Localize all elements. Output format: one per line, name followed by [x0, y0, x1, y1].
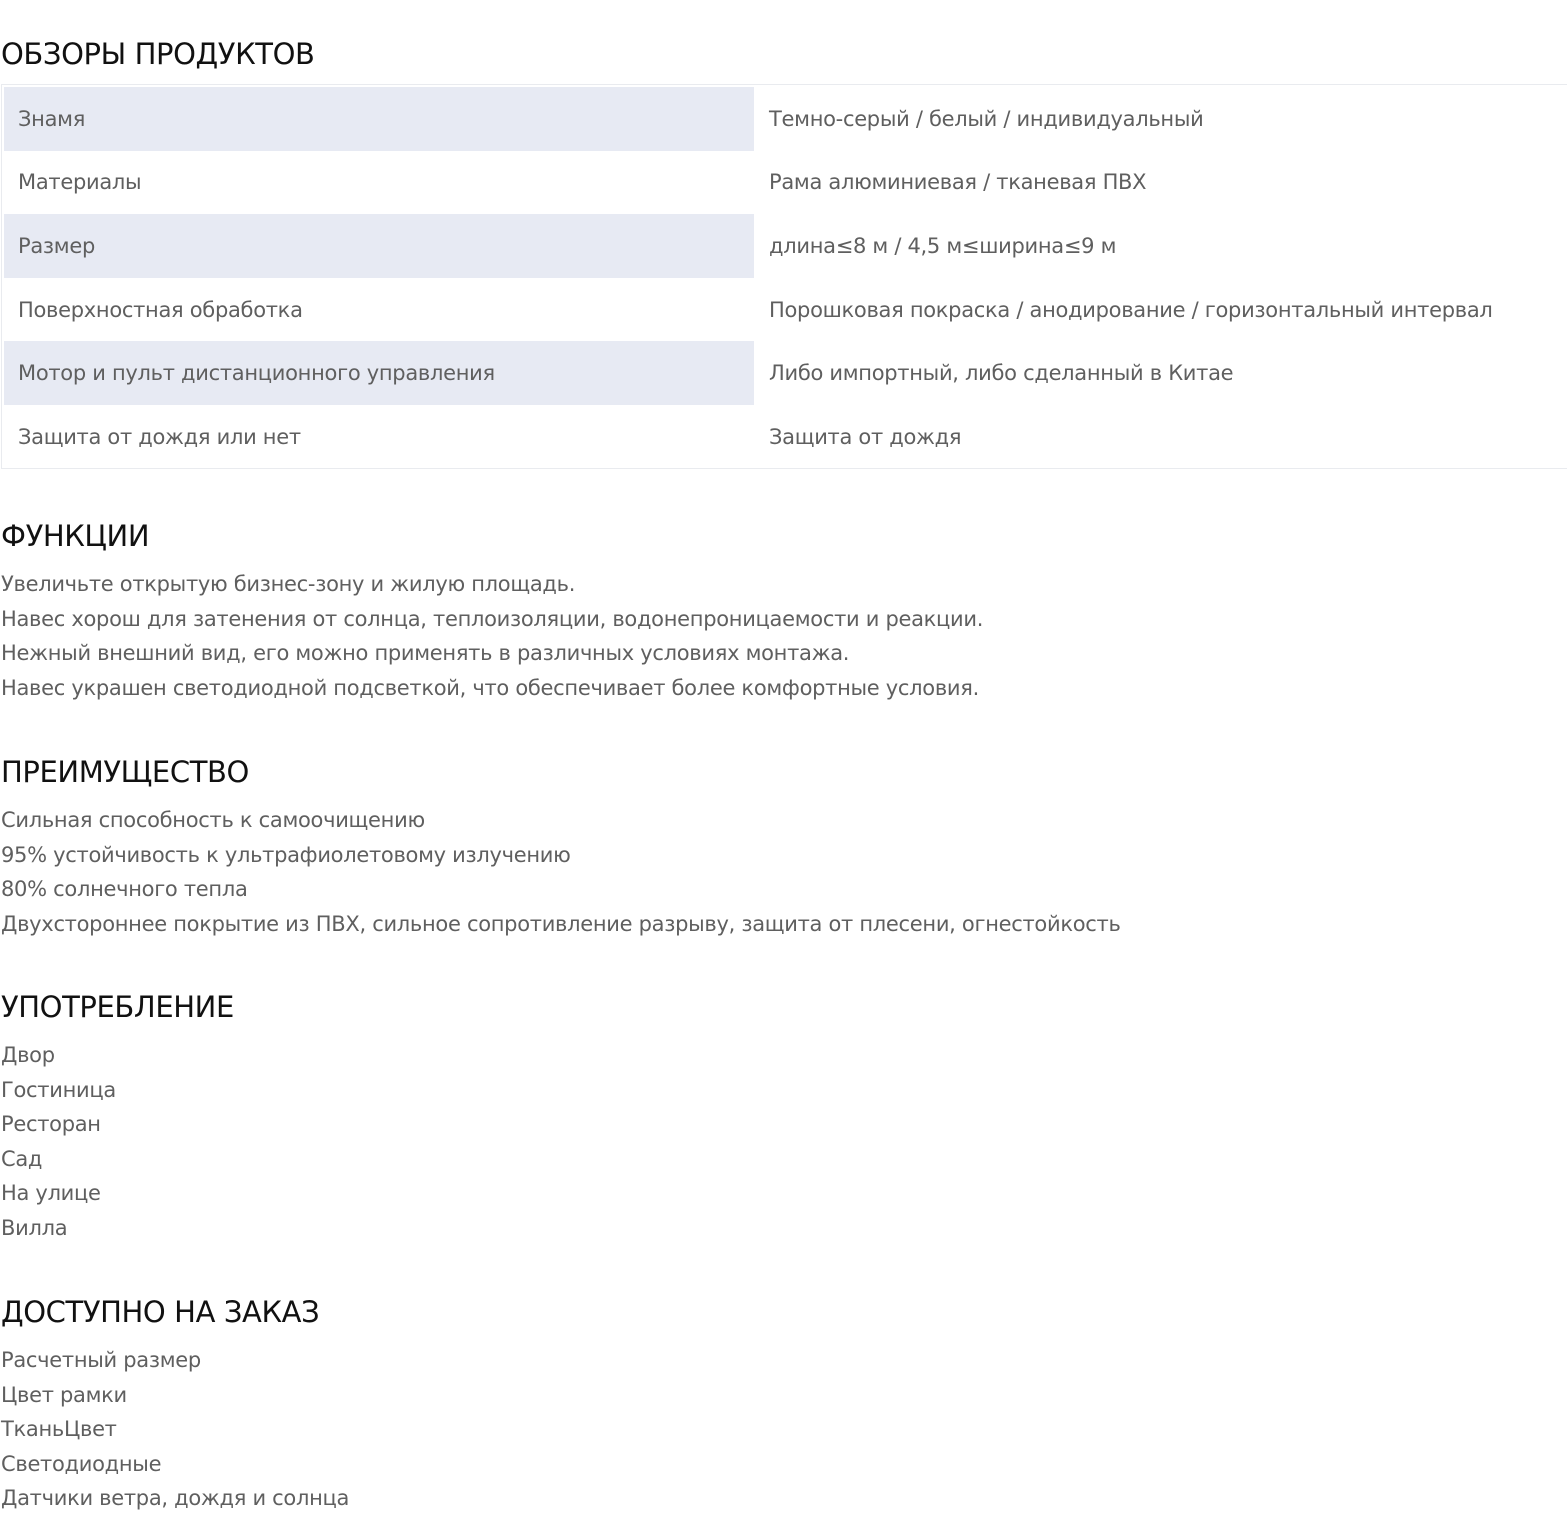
- usage-list: [1, 1038, 116, 1246]
- spec-key: Мотор и пульт дистанционного управления: [4, 341, 754, 405]
- spec-row: [4, 214, 1565, 278]
- spec-row: [4, 87, 1565, 151]
- spec-row: [4, 278, 1565, 342]
- list-item: Ресторан: [1, 1112, 101, 1137]
- spec-value: Либо импортный, либо сделанный в Китае: [769, 361, 1234, 386]
- list-item: Расчетный размер: [1, 1348, 201, 1372]
- list-item: Вилла: [1, 1215, 68, 1240]
- overview-heading: ОБЗОРЫ ПРОДУКТОВ: [1, 37, 315, 71]
- custom-list: [1, 1343, 349, 1516]
- list-item: Сильная способность к самоочищению: [1, 808, 425, 832]
- list-item: Датчики ветра, дождя и солнца: [1, 1486, 350, 1511]
- spec-key: Знамя: [4, 87, 754, 151]
- usage-heading: УПОТРЕБЛЕНИЕ: [1, 990, 234, 1024]
- list-item: Сад: [1, 1146, 43, 1171]
- spec-value: длина≤8 м / 4,5 м≤ширина≤9 м: [769, 233, 1117, 258]
- list-item: Цвет рамки: [1, 1382, 127, 1407]
- spec-row: [4, 151, 1565, 215]
- custom-heading: ДОСТУПНО НА ЗАКАЗ: [1, 1295, 320, 1329]
- spec-key: Материалы: [18, 170, 142, 195]
- list-item: Светодиодные: [1, 1451, 162, 1476]
- list-item: Двор: [1, 1043, 55, 1067]
- list-item: Гостиница: [1, 1077, 116, 1102]
- functions-heading: ФУНКЦИИ: [1, 519, 150, 553]
- spec-value: Порошковая покраска / анодирование / горизонтальный интервал: [769, 297, 1493, 322]
- spec-key: Размер: [4, 214, 754, 278]
- advantages-heading: ПРЕИМУЩЕСТВО: [1, 755, 249, 789]
- spec-value: Темно-серый / белый / индивидуальный: [769, 106, 1204, 131]
- list-item: Навес украшен светодиодной подсветкой, что обеспечивает более комфортные условия.: [1, 675, 979, 700]
- list-item: ТканьЦвет: [1, 1417, 117, 1442]
- list-item: Двухстороннее покрытие из ПВХ, сильное сопротивление разрыву, защита от плесени, огнестойкость: [1, 911, 1121, 936]
- list-item: На улице: [1, 1181, 101, 1206]
- functions-list: [1, 567, 983, 705]
- list-item: Нежный внешний вид, его можно применять в различных условиях монтажа.: [1, 641, 850, 666]
- list-item: Увеличьте открытую бизнес-зону и жилую площадь.: [1, 572, 576, 596]
- spec-row: [4, 405, 1565, 469]
- spec-table: [1, 84, 1567, 469]
- spec-value: Защита от дождя: [769, 424, 962, 449]
- spec-key: Защита от дождя или нет: [18, 424, 301, 449]
- advantages-list: [1, 803, 1121, 941]
- list-item: 80% солнечного тепла: [1, 877, 248, 902]
- list-item: Навес хорош для затенения от солнца, теплоизоляции, водонепроницаемости и реакции.: [1, 606, 984, 631]
- spec-row: [4, 341, 1565, 405]
- spec-value: Рама алюминиевая / тканевая ПВХ: [769, 170, 1147, 195]
- spec-key: Поверхностная обработка: [18, 297, 303, 322]
- list-item: 95% устойчивость к ультрафиолетовому излучению: [1, 842, 571, 867]
